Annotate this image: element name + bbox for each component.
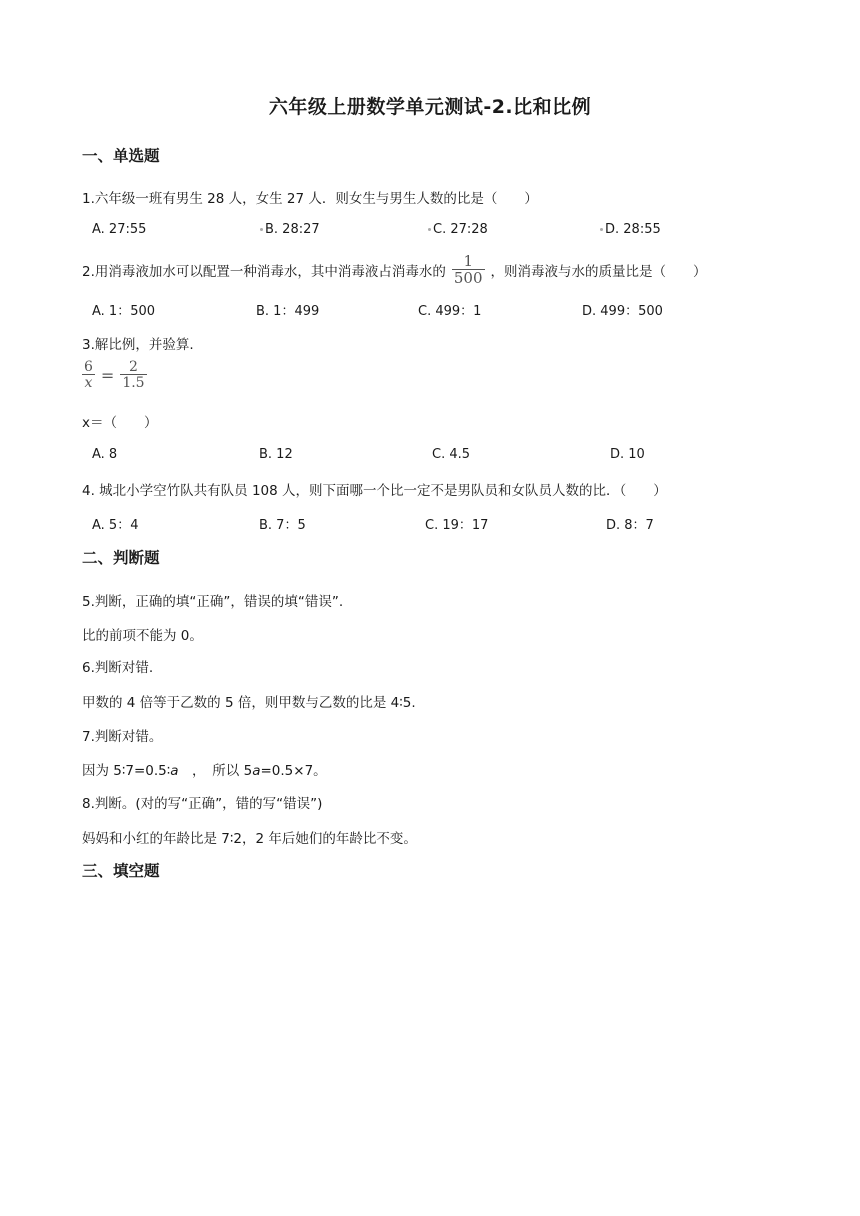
q7-statement-part-c: =0.5×7。	[260, 763, 327, 779]
q1-option-c[interactable]: C. 27:28	[428, 222, 488, 237]
q4-option-c[interactable]: C. 19：17	[425, 518, 489, 533]
q4-option-d[interactable]: D. 8：7	[606, 518, 654, 533]
question-5-text: 5.判断，正确的填“正确”，错误的填“错误”.	[82, 594, 344, 610]
q4-option-a[interactable]: A. 5：4	[92, 518, 139, 533]
q3-right-denominator: 1.5	[122, 375, 145, 391]
question-1-text: 1.六年级一班有男生 28 人，女生 27 人．则女生与男生人数的比是（ ）	[82, 191, 538, 207]
q7-statement-part-a: 因为 5∶7=0.5∶	[82, 763, 171, 779]
section-heading-single-choice: 一、单选题	[82, 147, 160, 165]
question-5-statement: 比的前项不能为 0。	[82, 628, 203, 644]
q2-fraction-numerator: 1	[463, 252, 473, 270]
q7-variable-a-2: a	[252, 763, 261, 779]
q3-equals-sign: =	[100, 365, 115, 385]
q2-option-d[interactable]: D. 499：500	[582, 304, 663, 319]
question-7-text: 7.判断对错。	[82, 729, 163, 745]
page-title: 六年级上册数学单元测试-2.比和比例	[268, 96, 592, 118]
q3-option-a[interactable]: A. 8	[92, 447, 118, 462]
question-6-text: 6.判断对错.	[82, 660, 154, 676]
q3-proportion-equation	[82, 360, 147, 390]
question-6-statement: 甲数的 4 倍等于乙数的 5 倍，则甲数与乙数的比是 4∶5.	[82, 695, 416, 711]
bullet-dot-icon	[600, 228, 603, 231]
bullet-dot-icon	[260, 228, 263, 231]
q2-option-b[interactable]: B. 1：499	[256, 304, 320, 319]
q3-right-numerator: 2	[129, 359, 138, 375]
q3-answer-line: x＝（ ）	[82, 415, 158, 431]
q2-fraction-denominator: 500	[453, 269, 483, 287]
question-8-statement: 妈妈和小红的年龄比是 7∶2，2 年后她们的年龄比不变。	[82, 831, 417, 847]
q3-option-d[interactable]: D. 10	[610, 447, 645, 462]
q3-option-c[interactable]: C. 4.5	[432, 447, 471, 462]
q2-fraction	[452, 254, 485, 286]
section-heading-true-false: 二、判断题	[82, 549, 160, 567]
q1-option-a[interactable]: A. 27:55	[92, 222, 147, 237]
q2-option-a[interactable]: A. 1：500	[92, 304, 156, 319]
question-2-text	[82, 254, 707, 286]
q3-left-numerator: 6	[84, 359, 93, 375]
question-8-text: 8.判断。(对的写“正确”，错的写“错误”)	[82, 796, 323, 812]
section-heading-fill-in: 三、填空题	[82, 862, 160, 880]
q3-left-fraction	[82, 360, 95, 390]
q2-text-after: ，则消毒液与水的质量比是（ ）	[490, 264, 707, 280]
q3-left-denominator: x	[82, 374, 95, 390]
q1-option-b[interactable]: B. 28:27	[260, 222, 320, 237]
question-7-statement	[82, 759, 327, 779]
q2-text-before: 2.用消毒液加水可以配置一种消毒水，其中消毒液占消毒水的	[82, 264, 446, 280]
bullet-dot-icon	[428, 228, 431, 231]
q7-statement-part-b: ， 所以 5	[178, 763, 253, 779]
question-4-text: 4. 城北小学空竹队共有队员 108 人，则下面哪一个比一定不是男队员和女队员人数的比．（ ）	[82, 483, 667, 499]
q7-variable-a: a	[170, 763, 179, 779]
q4-option-b[interactable]: B. 7：5	[259, 518, 306, 533]
q2-option-c[interactable]: C. 499：1	[418, 304, 482, 319]
question-3-text: 3.解比例，并验算.	[82, 337, 194, 353]
q1-option-d[interactable]: D. 28:55	[600, 222, 661, 237]
q3-right-fraction	[120, 360, 146, 390]
q3-option-b[interactable]: B. 12	[259, 447, 293, 462]
